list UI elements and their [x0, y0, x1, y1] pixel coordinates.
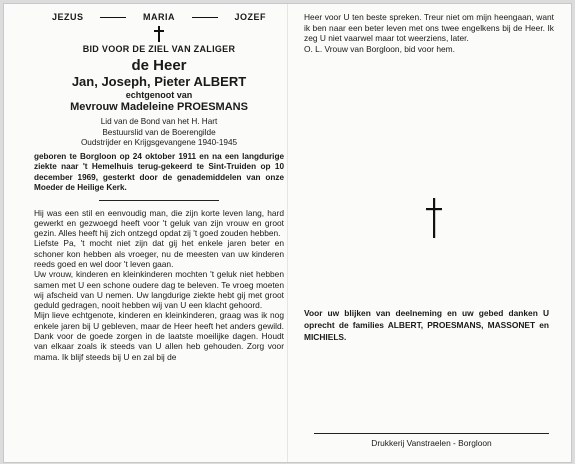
role-line: Lid van de Bond van het H. Hart: [100, 117, 218, 126]
printer-credit: Drukkerij Vanstraelen - Borgloon: [314, 433, 549, 448]
right-page: [304, 12, 554, 448]
header-dash: [100, 17, 126, 18]
spouse-name: Mevrouw Madeleine PROESMANS: [70, 101, 248, 113]
card-fold: [287, 4, 288, 462]
header-maria: MARIA: [142, 12, 175, 22]
eulogy-paragraph: Hij was een stil en eenvoudig man, die zijn korte leven lang, hard gewerkt en gezwoegd heeft voor 't geluk van zijn vrouw en groot gezin. Alles heeft hij zich ontzegd opdat zij 't goed zouden hebben.: [34, 207, 284, 239]
title: de Heer: [131, 57, 187, 74]
header-jozef: JOZEF: [234, 12, 266, 22]
deceased-name: Jan, Joseph, Pieter ALBERT: [71, 74, 247, 89]
header-jezus: JEZUS: [52, 12, 84, 22]
eulogy-paragraph: Mijn lieve echtgenote, kinderen en kleinkinderen, graag was ik nog enkele jaren bij U gebleven, maar de Heer heeft het anders gewild. Dank voor de goede zorgen in de laatste moeilijke dagen. Houdt van elkaar zoals ik steeds van U allen heb gehouden. Zorg voor mama. Ik blijf steeds bij U en zal bij de: [34, 310, 284, 362]
memorial-card: [4, 4, 571, 462]
invocation-text: O. L. Vrouw van Borgloon, bid voor hem.: [304, 43, 455, 54]
continuation-text: Heer voor U ten beste spreken. Treur niet om mijn heengaan, want ik ben naar een beter leven met ons twee engelkens bij de Heer. Ik zeg U niet vaarwel maar tot weerziens, later.: [304, 12, 554, 43]
role-line: Bestuurslid van de Boerengilde: [102, 127, 216, 137]
divider: [99, 200, 219, 201]
birth-death-text: geboren te Borgloon op 24 oktober 1911 en na een langdurige ziekte naar 't Hemelhuis terug-gekeerd te Sint-Truiden op 10 december 1969, gesterkt door de genademiddelen van onze Moeder de Heilige Kerk.: [34, 151, 284, 192]
roles: [34, 117, 284, 149]
holy-family-header: [34, 12, 284, 22]
prayer-request: BID VOOR DE ZIEL VAN ZALIGER: [82, 44, 236, 54]
thanks-text: Voor uw blijken van deelneming en uw gebed danken U oprecht de families ALBERT, PROESMANS, MASSONET en MICHIELS.: [304, 308, 549, 342]
spouse-intro: echtgenoot van: [125, 90, 193, 100]
cross-icon: [153, 26, 165, 42]
header-dash: [192, 17, 218, 18]
eulogy-paragraph: Liefste Pa, 't mocht niet zijn dat gij het enkele jaren beter en schoner kon hebben als vroeger, nu de meesten van uw kinderen reeds goed en wel door 't leven gaan.: [34, 238, 284, 269]
eulogy-paragraph: Uw vrouw, kinderen en kleinkinderen mochten 't geluk niet hebben samen met U een schone oudere dag te beleven. Te vroeg moeten wij afscheid van U nemen. Uw langdurige ziekte hebt gij met groot geduld gedragen, nooit hebben wij van U een klacht gehoord.: [34, 269, 284, 311]
role-line: Oudstrijder en Krijgsgevangene 1940-1945: [80, 138, 238, 147]
left-page: [34, 12, 284, 362]
cross-icon: [426, 198, 442, 238]
